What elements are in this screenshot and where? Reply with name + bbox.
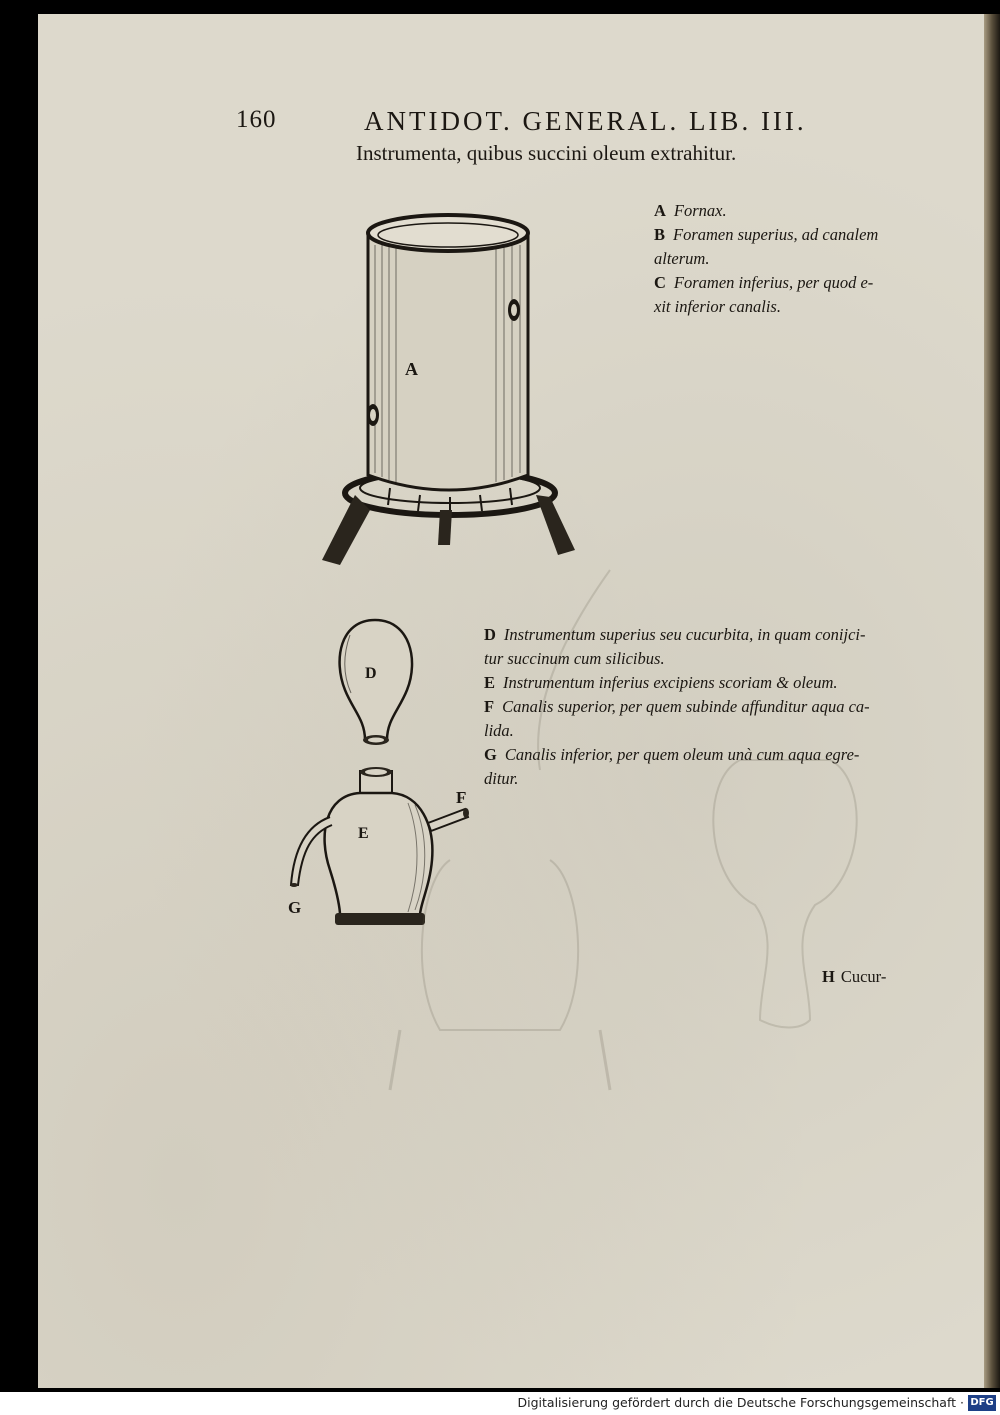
legend-item-a: A Fornax. <box>654 201 727 220</box>
show-through-ghost <box>360 560 920 1120</box>
legend-item-b: B Foramen superius, ad canalem <box>654 225 879 244</box>
legend-item-f-continuation: lida. <box>484 721 514 740</box>
footer-credit: Digitalisierung gefördert durch die Deutsche Forschungsgemeinschaft · <box>517 1395 964 1410</box>
page-edge-shadow <box>984 14 1000 1388</box>
legend-top <box>654 199 904 319</box>
label-a: A <box>405 359 418 379</box>
footer-bar <box>0 1392 1000 1415</box>
label-e: E <box>358 825 369 842</box>
legend-item-b-continuation: alterum. <box>654 249 710 268</box>
running-title: ANTIDOT. GENERAL. LIB. III. <box>364 106 807 136</box>
label-d: D <box>365 665 377 682</box>
legend-item-g-continuation: ditur. <box>484 769 519 788</box>
legend-item-d-continuation: tur succinum cum silicibus. <box>484 649 665 668</box>
legend-item-f: F Canalis superior, per quem subinde affunditur aqua ca- <box>484 697 870 716</box>
label-g: G <box>288 898 302 917</box>
legend-item-d: D Instrumentum superius seu cucurbita, in quam conijci- <box>484 625 866 644</box>
legend-item-c: C Foramen inferius, per quod e- <box>654 273 874 292</box>
legend-item-g: G Canalis inferior, per quem oleum unà cum aqua egre- <box>484 745 860 764</box>
label-f: F <box>456 788 467 807</box>
plate-title: Instrumenta, quibus succini oleum extrahitur. <box>356 141 737 165</box>
page-number: 160 <box>236 106 277 133</box>
legend-item-c-continuation: xit inferior canalis. <box>654 297 781 316</box>
furnace-illustration <box>300 205 600 585</box>
legend-item-e: E Instrumentum inferius excipiens scoriam & oleum. <box>484 673 838 692</box>
running-head <box>236 106 836 140</box>
dfg-logo: DFG <box>968 1395 996 1411</box>
catchword: H Cucur- <box>822 967 887 986</box>
